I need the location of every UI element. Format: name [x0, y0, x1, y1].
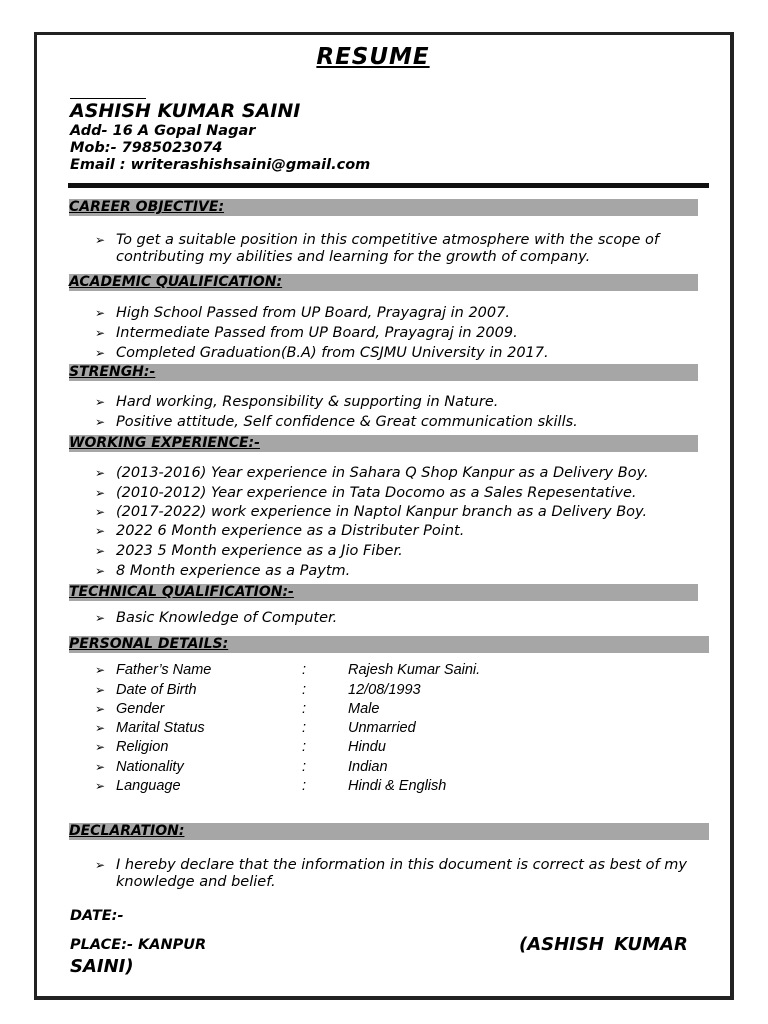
- academic-heading: ACADEMIC QUALIFICATION:: [69, 274, 698, 291]
- arrow-bullet-icon: ➢: [95, 306, 106, 320]
- header-divider: [68, 183, 709, 188]
- arrow-bullet-icon: ➢: [95, 683, 106, 697]
- arrow-bullet-icon: ➢: [95, 760, 106, 774]
- email: Email : writerashishsaini@gmail.com: [70, 157, 371, 173]
- arrow-bullet-icon: ➢: [95, 721, 106, 735]
- arrow-bullet-icon: ➢: [95, 346, 106, 360]
- experience-heading: WORKING EXPERIENCE:-: [69, 435, 698, 452]
- date-label: DATE:-: [70, 908, 124, 924]
- signature-name-line2: SAINI): [70, 956, 134, 977]
- technical-heading: TECHNICAL QUALIFICATION:-: [69, 584, 698, 601]
- arrow-bullet-icon: ➢: [95, 779, 106, 793]
- place-label: PLACE:- KANPUR: [70, 937, 207, 953]
- arrow-bullet-icon: ➢: [95, 611, 106, 625]
- arrow-bullet-icon: ➢: [95, 544, 106, 558]
- personal-details-heading: PERSONAL DETAILS:: [69, 636, 709, 653]
- arrow-bullet-icon: ➢: [95, 740, 106, 754]
- arrow-bullet-icon: ➢: [95, 233, 106, 247]
- candidate-name: ASHISH KUMAR SAINI: [70, 100, 301, 122]
- career-objective-heading: CAREER OBJECTIVE:: [69, 199, 698, 216]
- arrow-bullet-icon: ➢: [95, 702, 106, 716]
- arrow-bullet-icon: ➢: [95, 663, 106, 677]
- declaration-heading: DECLARATION:: [69, 823, 709, 840]
- address: Add- 16 A Gopal Nagar: [70, 123, 256, 139]
- mobile: Mob:- 7985023074: [70, 140, 223, 156]
- document-title: RESUME: [316, 44, 430, 70]
- arrow-bullet-icon: ➢: [95, 466, 106, 480]
- arrow-bullet-icon: ➢: [95, 564, 106, 578]
- arrow-bullet-icon: ➢: [95, 326, 106, 340]
- arrow-bullet-icon: ➢: [95, 505, 106, 519]
- name-rule: [70, 98, 146, 99]
- signature-name-line1: (ASHISH KUMAR: [519, 934, 688, 955]
- arrow-bullet-icon: ➢: [95, 858, 106, 872]
- arrow-bullet-icon: ➢: [95, 486, 106, 500]
- strength-heading: STRENGH:-: [69, 364, 698, 381]
- arrow-bullet-icon: ➢: [95, 415, 106, 429]
- arrow-bullet-icon: ➢: [95, 524, 106, 538]
- arrow-bullet-icon: ➢: [95, 395, 106, 409]
